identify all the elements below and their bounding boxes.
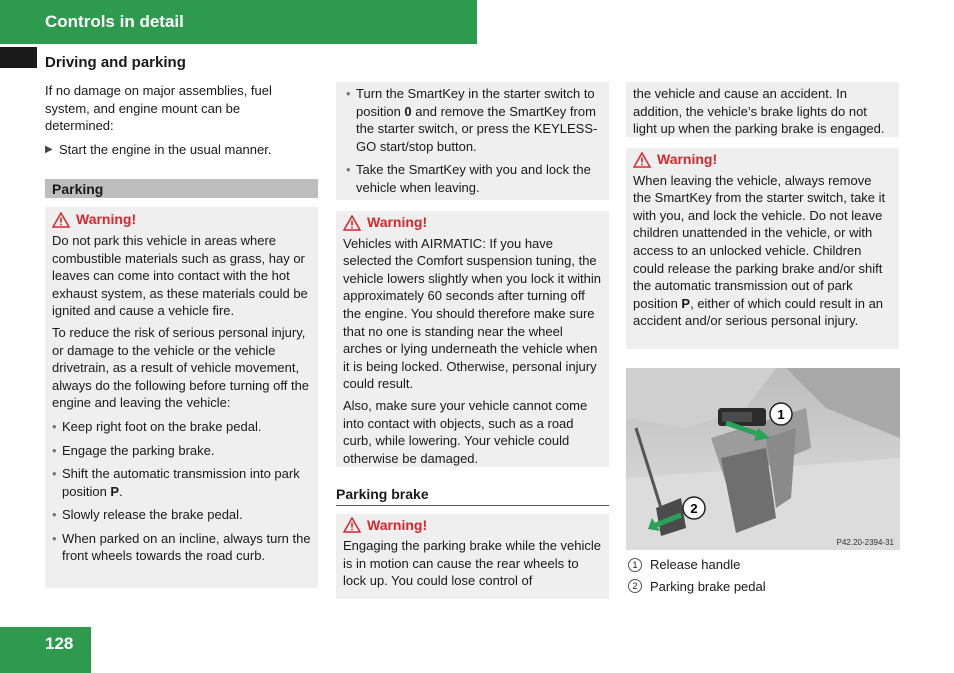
column-2	[336, 82, 609, 599]
section-title: Driving and parking	[45, 54, 186, 71]
warning-heading	[343, 214, 602, 232]
warning-paragraph: the vehicle and cause an accident. In addition, the vehicle’s brake lights do not light up when the parking brake is engaged.	[633, 86, 885, 137]
instruction-step	[45, 141, 318, 159]
warning-paragraph: Engaging the parking brake while the vehicle is in motion can cause the rear wheels to lock up. You could lose control of	[343, 538, 602, 589]
image-code: P42.20-2394-31	[836, 538, 894, 547]
parking-brake-illustration	[626, 368, 900, 550]
warning-title: Warning!	[367, 214, 428, 230]
warning-paragraph: To reduce the risk of serious personal injury, or damage to the vehicle or the vehicle drivetrain, as a result of vehicle movement, always do the following before turning off the engine and leaving the vehicle:	[52, 324, 310, 411]
warning-triangle-icon	[633, 152, 651, 168]
steps-box	[336, 82, 609, 200]
warning-heading	[52, 211, 311, 229]
airmatic-warning-box	[336, 211, 609, 467]
warning-title: Warning!	[367, 516, 428, 533]
warning-triangle-icon	[343, 517, 361, 533]
parking-brake-heading: Parking brake	[336, 486, 609, 506]
section-marker	[0, 47, 37, 68]
legend-label: Parking brake pedal	[650, 578, 766, 594]
callout-1-label: 1	[777, 407, 785, 422]
list-item: • Shift the automatic transmission into park position P.	[52, 466, 300, 499]
figure-legend	[628, 556, 901, 599]
step-arrow-icon: ▶	[45, 143, 53, 155]
legend-item	[628, 578, 901, 596]
legend-number: 2	[628, 579, 642, 593]
warning-title: Warning!	[76, 211, 137, 228]
warning-paragraph: Also, make sure your vehicle cannot come into contact with objects, such as a road curb, while lowering. Your vehicle could otherwise be damaged.	[343, 397, 588, 466]
chapter-title: Controls in detail	[45, 12, 184, 31]
list-item: • Slowly release the brake pedal.	[52, 507, 243, 523]
precaution-list	[52, 418, 311, 565]
step-text: Start the engine in the usual manner.	[59, 141, 272, 157]
warning-paragraph: Vehicles with AIRMATIC: If you have selected the Comfort suspension tuning, the vehicle lowers slightly when you lock it within approximately 60 seconds after turning off the engine. You should therefore make sure that no one is standing near the wheel arches or lying underneath the vehicle when it is being locked. Otherwise, personal injury could result.	[343, 235, 601, 392]
warning-triangle-icon	[52, 212, 70, 228]
parking-brake-warning-box	[336, 514, 609, 599]
intro-text: If no damage on major assemblies, fuel system, and engine mount can be determined:	[45, 83, 272, 134]
legend-number: 1	[628, 558, 642, 572]
warning-triangle-icon	[343, 215, 361, 231]
callout-2-label: 2	[690, 501, 698, 516]
children-warning-box	[626, 148, 899, 349]
warning-paragraph: Do not park this vehicle in areas where combustible materials such as grass, hay or leaves can come into contact with the hot exhaust system, as these materials could be ignited and cause a vehicle fire.	[52, 232, 308, 319]
column-3	[626, 82, 899, 349]
warning-heading	[633, 151, 892, 169]
page-number: 128	[45, 634, 74, 653]
warning-heading	[343, 517, 602, 535]
column-1	[45, 82, 318, 588]
list-item: • Engage the parking brake.	[52, 442, 215, 458]
parking-warning-box	[45, 207, 318, 588]
list-item: • Keep right foot on the brake pedal.	[52, 418, 262, 434]
continued-warning-box	[626, 82, 899, 137]
warning-paragraph: When leaving the vehicle, always remove the SmartKey from the starter switch, take it with you, and lock the vehicle. Do not leave children unattended in the vehicle, or with access to an unlocked vehicle. Children could release the parking brake and/or shift the automatic transmission out of park position P, either of which could result in an accident and/or serious personal injury.	[633, 172, 886, 329]
list-item: • When parked on an incline, always turn the front wheels towards the road curb.	[52, 530, 311, 564]
legend-label: Release handle	[650, 557, 741, 572]
list-item: • Take the SmartKey with you and lock the vehicle when leaving.	[346, 162, 591, 195]
warning-title: Warning!	[657, 151, 718, 167]
legend-item	[628, 556, 901, 574]
list-item: • Turn the SmartKey in the starter switch to position 0 and remove the SmartKey from the starter switch, or press the KEYLESS-GO start/stop button.	[346, 86, 598, 154]
parking-heading: Parking	[45, 179, 318, 198]
